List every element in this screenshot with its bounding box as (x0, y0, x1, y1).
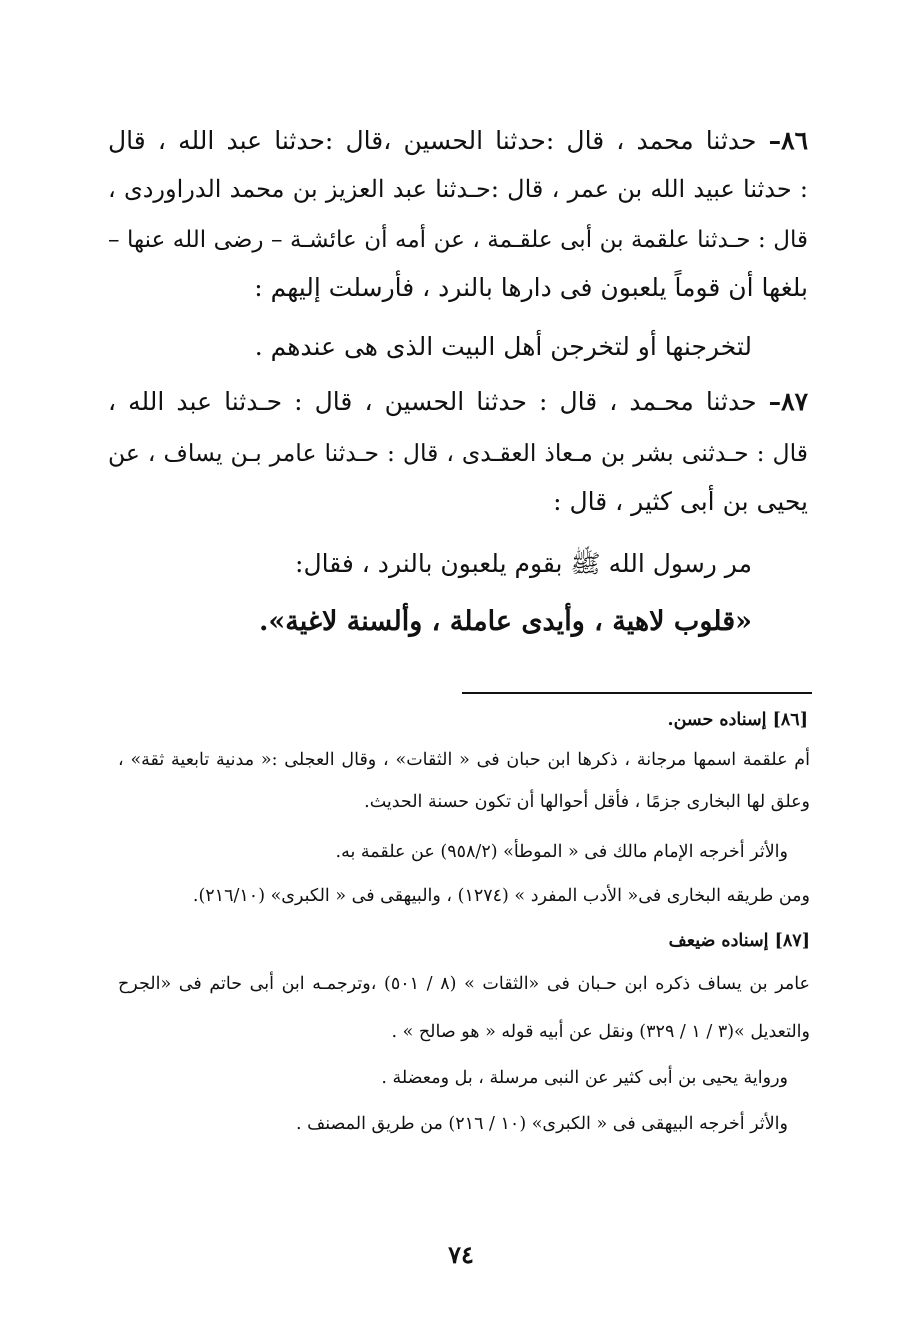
hadith-87-line-2: قال : حـدثنى بشر بن مـعاذ العقـدى ، قال : حـدثنا عامر بـن يساف ، عن (108, 439, 808, 467)
hadith-87-line-1 (108, 384, 808, 420)
footnote-87-heading: [٨٧] إسناده ضيعف (668, 931, 810, 951)
footnote-86-line-2: وعلق لها البخارى جزمًا ، فأقل أحوالها أن تكون حسنة الحديث. (364, 792, 810, 812)
footnote-87-line-4: والأثر أخرجه البيهقى فى « الكبرى» (١٠ / ٢١٦) من طريق المصنف . (295, 1114, 788, 1134)
footnote-86-line-3: والأثر أخرجه الإمام مالك فى « الموطأ» (٩٥٨/٢) عن علقمة به. (335, 842, 788, 862)
footnote-87-line-2: والتعديل »(٣ / ١ / ٣٢٩) ونقل عن أبيه قوله « هو صالح » . (391, 1022, 810, 1042)
hadith-86-line-4: بلغها أن قوماً يلعبون فى دارها بالنرد ، فأرسلت إليهم : (254, 273, 808, 302)
hadith-87-line-4: مر رسول الله ﷺ بقوم يلعبون بالنرد ، فقال: (295, 549, 752, 578)
hadith-86-line-1 (108, 123, 808, 159)
footnote-87-line-1: عامر بن يساف ذكره ابن حـبان فى «الثقات » (٨ / ٥٠١) ،وترجمـه ابن أبى حاتم فى «الجرح (118, 974, 810, 994)
footnote-separator (462, 692, 812, 694)
hadith-86-line-2: : حدثنا عبيد الله بن عمر ، قال :حـدثنا عبد العزيز بن محمد الدراوردى ، (108, 175, 808, 203)
hadith-87-number: ٨٧– (768, 387, 808, 416)
hadith-87-line-3: يحيى بن أبى كثير ، قال : (553, 487, 808, 516)
hadith-87-saying: «قلوب لاهية ، وأيدى عاملة ، وألسنة لاغية». (258, 606, 752, 637)
hadith-86-quote: لتخرجنها أو لتخرجن أهل البيت الذى هى عندهم . (254, 332, 752, 361)
footnote-86-line-1: أم علقمة اسمها مرجانة ، ذكرها ابن حبان فى « الثقات» ، وقال العجلى :« مدنية تابعية ثقة» ، (118, 750, 810, 770)
hadith-86-line-3: قال : حـدثنا علقمة بن أبى علقـمة ، عن أمه أن عائشـة – رضى الله عنها – (108, 227, 808, 253)
hadith-86-text-1: حدثنا محمد ، قال :حدثنا الحسين ،قال :حدثنا عبد الله ، قال (108, 126, 757, 155)
hadith-86-number: ٨٦– (768, 126, 808, 155)
hadith-87-text-1: حدثنا محـمد ، قال : حدثنا الحسين ، قال : حـدثنا عبد الله ، (108, 387, 757, 416)
footnote-86-heading: [٨٦] إسناده حسن. (667, 710, 808, 730)
footnote-87-line-3: ورواية يحيى بن أبى كثير عن النبى مرسلة ، بل ومعضلة . (381, 1068, 788, 1088)
page-number: ٧٤ (448, 1240, 474, 1269)
footnote-86-line-4: ومن طريقه البخارى فى« الأدب المفرد » (١٢٧٤) ، والبيهقى فى « الكبرى» (٢١٦/١٠). (192, 886, 810, 906)
